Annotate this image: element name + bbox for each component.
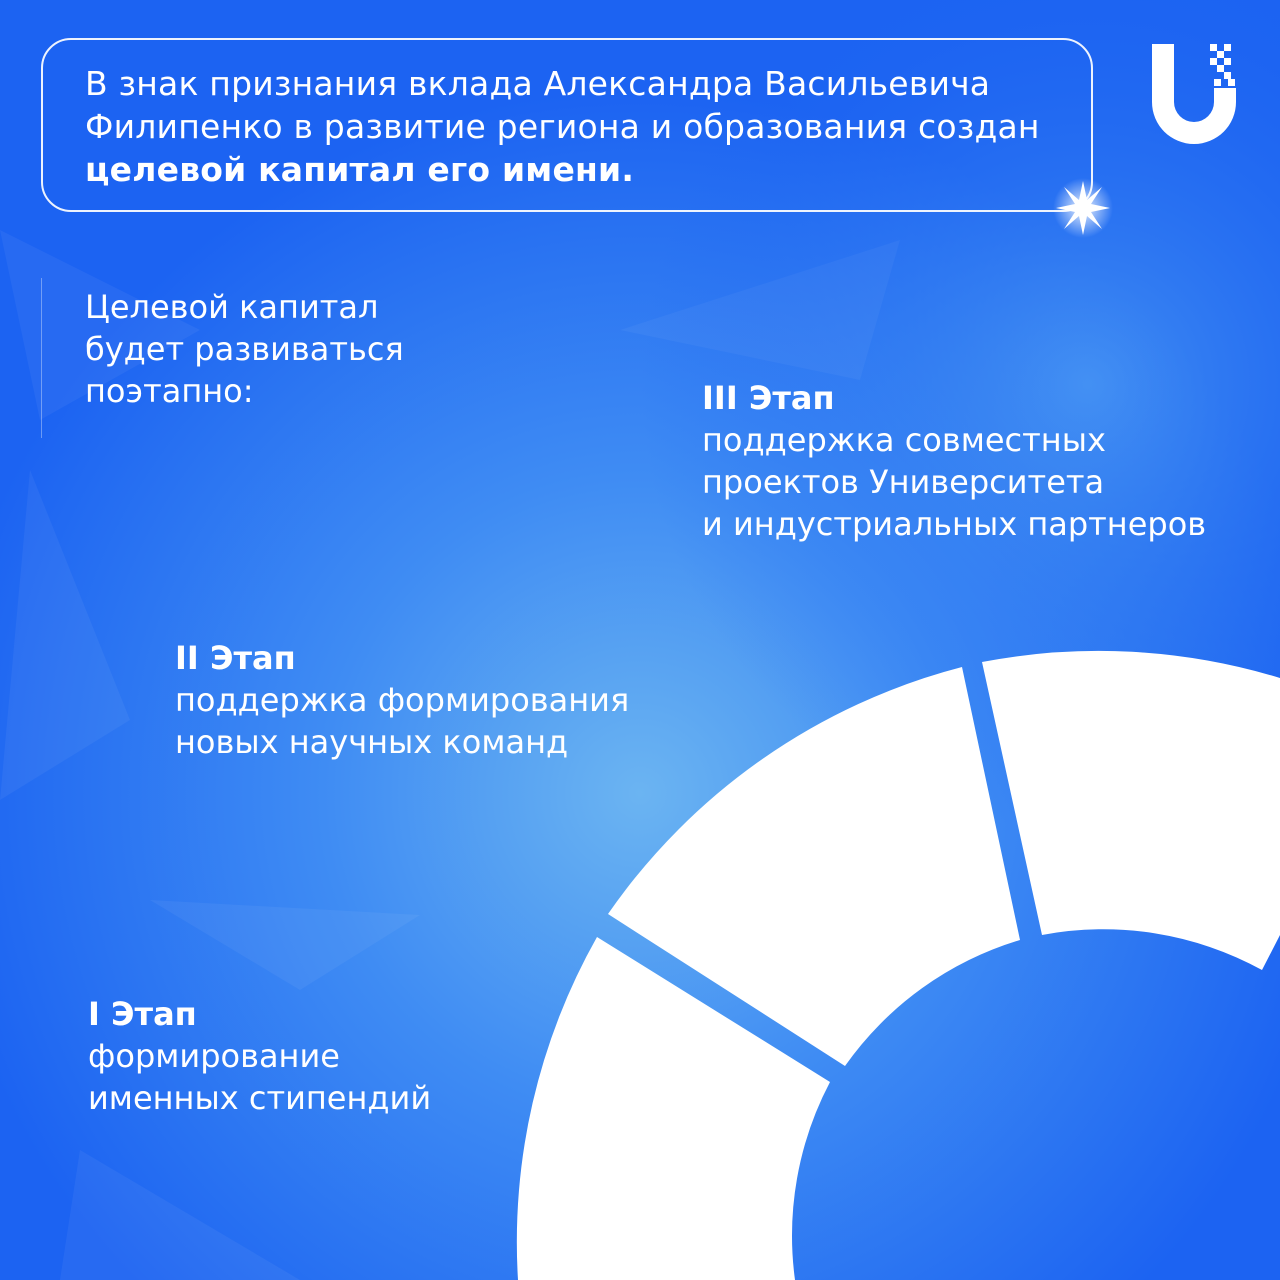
stage-3-label xyxy=(702,377,1262,545)
stage-1-label xyxy=(88,993,588,1119)
phases-intro xyxy=(85,286,505,412)
stage-1-line-1: формирование xyxy=(88,1037,340,1075)
stage-1-title: I Этап xyxy=(88,995,197,1033)
intro-line-2: Филипенко в развитие региона и образования создан xyxy=(85,107,1040,146)
divider-line xyxy=(41,278,42,438)
phases-intro-line-3: поэтапно: xyxy=(85,372,254,410)
stage-3-title: III Этап xyxy=(702,379,835,417)
stage-3-line-3: и индустриальных партнеров xyxy=(702,505,1207,543)
stage-1-line-2: именных стипендий xyxy=(88,1079,432,1117)
intro-statement xyxy=(85,62,1085,191)
phases-intro-line-1: Целевой капитал xyxy=(85,288,379,326)
stage-2-title: II Этап xyxy=(175,639,296,677)
intro-line-3-bold: целевой капитал его имени. xyxy=(85,150,635,189)
university-logo-icon xyxy=(1148,40,1240,148)
stage-3-line-1: поддержка совместных xyxy=(702,421,1106,459)
ring-segment-stage-3 xyxy=(982,651,1280,970)
stage-2-line-2: новых научных команд xyxy=(175,723,569,761)
stage-3-line-2: проектов Университета xyxy=(702,463,1105,501)
stage-2-line-1: поддержка формирования xyxy=(175,681,630,719)
phases-intro-line-2: будет развиваться xyxy=(85,330,404,368)
intro-line-1: В знак признания вклада Александра Васильевича xyxy=(85,64,991,103)
sparkle-icon xyxy=(1050,175,1116,241)
stage-2-label xyxy=(175,637,735,763)
